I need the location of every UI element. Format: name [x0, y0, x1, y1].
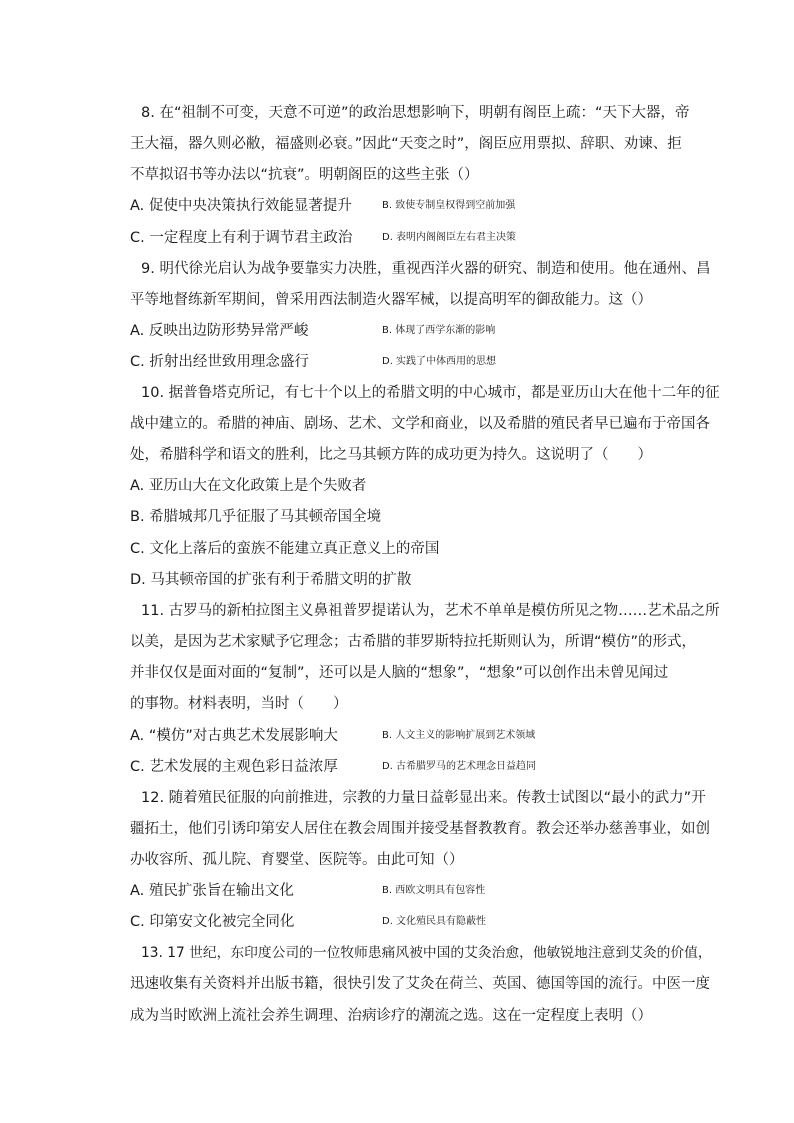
question-12-option-b: B. 西欧文明具有包容性 [382, 885, 486, 896]
question-12-stem-line-1: 12. 随着殖民征服的向前推进，宗教的力量日益彰显出来。传教士试图以“最小的武力”开 [141, 790, 706, 806]
question-9-stem-line-1: 9. 明代徐光启认为战争要靠实力决胜，重视西洋火器的研究、制造和使用。他在通州、昌 [141, 261, 711, 277]
question-12-stem-line-2: 疆拓土，他们引诱印第安人居住在教会周围并接受基督教教育。教会还举办慈善事业，如创 [130, 821, 710, 837]
question-8-option-d: D. 表明内阁阁臣左右君主决策 [382, 232, 517, 243]
question-11-stem-line-4: 的事物。材料表明，当时（ ） [130, 696, 348, 712]
question-12-option-c: C. 印第安文化被完全同化 [130, 914, 295, 930]
question-11-stem-line-2: 以美，是因为艺术家赋予它理念；古希腊的菲罗斯特拉托斯则认为，所谓“模仿”的形式， [130, 634, 697, 650]
question-8-stem-line-2: 王大福，器久则必敝，福盛则必衰。”因此“天变之时”，阁臣应用票拟、辞职、劝谏、拒 [130, 136, 682, 152]
question-10-stem-line-2: 战中建立的。希腊的神庙、剧场、艺术、文学和商业，以及希腊的殖民者早已遍布于帝国各 [130, 416, 710, 432]
question-12-stem-line-3: 办收容所、孤儿院、育婴堂、医院等。由此可知（） [130, 852, 464, 868]
question-13-stem-line-2: 迅速收集有关资料并出版书籍，很快引发了艾灸在荷兰、英国、德国等国的流行。中医一度 [130, 976, 710, 992]
question-11-option-d: D. 古希腊罗马的艺术理念日益趋同 [382, 761, 537, 772]
question-9-stem-line-2: 平等地督练新军期间，曾采用西法制造火器军械，以提高明军的御敌能力。这（） [130, 292, 652, 308]
question-12-option-a: A. 殖民扩张旨在输出文化 [130, 883, 294, 899]
question-13-stem-line-3: 成为当时欧洲上流社会养生调理、治病诊疗的潮流之选。这在一定程度上表明（） [130, 1008, 652, 1024]
question-10-option-b: B. 希腊城邦几乎征服了马其顿帝国全境 [130, 509, 382, 525]
question-8-option-a: A. 促使中央决策执行效能显著提升 [130, 198, 352, 214]
question-11-stem-line-3: 并非仅仅是面对面的“复制”，还可以是人脑的“想象”，“想象”可以创作出未曾见闻过 [130, 665, 669, 681]
question-8-option-c: C. 一定程度上有利于调节君主政治 [130, 230, 353, 246]
question-8-stem-line-1: 8. 在“祖制不可变，天意不可逆”的政治思想影响下，明朝有阁臣上疏：“天下大器，帝 [141, 105, 690, 121]
question-11-option-b: B. 人文主义的影响扩展到艺术领域 [382, 730, 536, 741]
question-10-option-d: D. 马其顿帝国的扩张有利于希腊文明的扩散 [130, 572, 412, 588]
question-12-option-d: D. 文化殖民具有隐蔽性 [382, 916, 487, 927]
question-9-option-b: B. 体现了西学东渐的影响 [382, 325, 496, 336]
question-11-option-a: A. “模仿”对古典艺术发展影响大 [130, 728, 338, 744]
question-9-option-c: C. 折射出经世致用理念盛行 [130, 354, 309, 370]
question-8-option-b: B. 致使专制皇权得到空前加强 [382, 200, 516, 211]
question-9-option-a: A. 反映出边防形势异常严峻 [130, 323, 309, 339]
question-11-option-c: C. 艺术发展的主观色彩日益浓厚 [130, 759, 338, 775]
question-8-stem-line-3: 不草拟诏书等办法以“抗衰”。明朝阁臣的这些主张（） [130, 167, 479, 183]
question-9-option-d: D. 实践了中体西用的思想 [382, 356, 497, 367]
question-13-stem-line-1: 13. 17 世纪，东印度公司的一位牧师患痛风被中国的艾灸治愈，他敏锐地注意到艾灸的价值， [141, 945, 712, 961]
question-10-stem-line-3: 处，希腊科学和语文的胜利，比之马其顿方阵的成功更为持久。这说明了（ ） [130, 447, 652, 463]
question-11-stem-line-1: 11. 古罗马的新柏拉图主义鼻祖普罗提诺认为，艺术不单单是模仿所见之物……艺术品之所 [141, 603, 720, 619]
question-10-option-c: C. 文化上落后的蛮族不能建立真正意义上的帝国 [130, 541, 440, 557]
question-10-stem-line-1: 10. 据普鲁塔克所记，有七十个以上的希腊文明的中心城市，都是亚历山大在他十二年的征 [141, 385, 720, 401]
question-10-option-a: A. 亚历山大在文化政策上是个失败者 [130, 478, 367, 494]
